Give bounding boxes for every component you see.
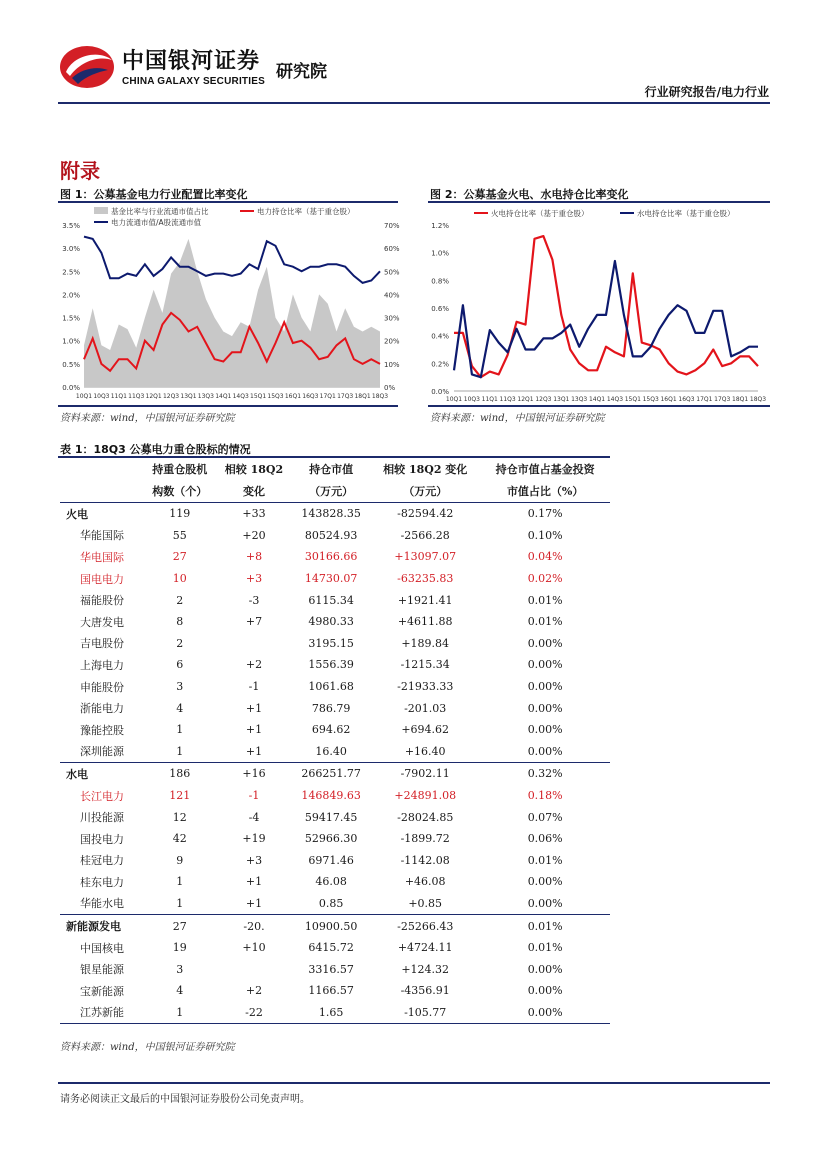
table-cell: +1 [245, 723, 263, 737]
x-tick-label: 16Q1 [660, 396, 677, 403]
table-cell: +2 [245, 984, 263, 998]
x-tick-label: 15Q3 [267, 393, 284, 400]
x-tick-label: 12Q1 [517, 396, 534, 403]
x-tick-label: 18Q1 [732, 396, 749, 403]
table-cell: 0.00% [480, 1002, 610, 1024]
table-cell: 9 [176, 853, 184, 867]
table-cell: +8 [245, 550, 263, 564]
table-cell: 121 [169, 789, 191, 803]
legend-label: 水电持仓比率（基于重仓股） [637, 209, 735, 218]
row-name-cell: 宝新能源 [80, 984, 124, 998]
table-cell: 3195.15 [308, 636, 354, 650]
header-cell: 市值占比（%） [480, 480, 610, 503]
x-tick-label: 12Q3 [162, 393, 180, 400]
table-row [60, 546, 610, 568]
y-left-tick-label: 3.0% [62, 245, 80, 254]
table-cell: 0.07% [527, 810, 563, 824]
table-cell: 0.00% [527, 896, 563, 910]
row-name-cell: 福能股份 [80, 594, 124, 608]
y-tick-label: 0.6% [431, 305, 449, 313]
table-row [60, 806, 610, 828]
table-cell: -4 [248, 810, 260, 824]
table-cell: +3 [245, 853, 263, 867]
table-cell: 12 [172, 810, 187, 824]
table-cell: +124.32 [401, 962, 450, 976]
x-tick-label: 10Q1 [75, 393, 93, 400]
table-cell: +16 [216, 763, 292, 785]
y-left-tick-label: 1.5% [62, 314, 80, 323]
row-name-cell: 火电 [60, 503, 144, 525]
x-tick-label: 14Q1 [588, 396, 606, 403]
table-cell: 786.79 [311, 701, 351, 715]
y-tick-label: 0.8% [431, 277, 449, 286]
table-cell: 143828.35 [292, 503, 370, 525]
table-row [60, 611, 610, 633]
table-cell: -82594.42 [370, 503, 480, 525]
holdings-table [60, 458, 610, 1024]
legend-swatch-area [94, 207, 108, 214]
table-cell: -2566.28 [400, 528, 450, 542]
row-name-cell: 新能源发电 [60, 915, 144, 937]
x-tick-label: 13Q3 [197, 393, 214, 400]
table-cell: 0.00% [527, 744, 563, 758]
y-tick-label: 0.2% [431, 360, 449, 369]
table-row [60, 741, 610, 763]
x-tick-label: 11Q1 [110, 393, 127, 400]
x-tick-label: 14Q3 [232, 393, 249, 400]
row-name-cell: 华能水电 [80, 897, 124, 911]
table-cell: -1 [248, 789, 260, 803]
table-cell: 0.01% [527, 941, 563, 955]
table-cell: +0.85 [408, 896, 443, 910]
legend-label: 电力持仓比率（基于重仓股） [257, 207, 355, 216]
table-cell: -105.77 [370, 1002, 480, 1024]
table-cell: 0.00% [527, 701, 563, 715]
section-title: 附录 [60, 159, 100, 183]
table-cell: 6 [176, 658, 184, 672]
table-cell: +20 [242, 528, 266, 542]
header-cell: （万元） [370, 480, 480, 503]
table-cell: 42 [172, 832, 187, 846]
table-cell: 1 [144, 1002, 216, 1024]
table-cell: +2 [245, 658, 263, 672]
legend-label: 基金比率与行业流通市值占比 [111, 207, 209, 216]
table-cell: 10900.50 [292, 915, 370, 937]
y-tick-label: 1.2% [431, 222, 449, 230]
table-cell: 186 [144, 763, 216, 785]
x-tick-label: 18Q3 [371, 393, 389, 400]
table-cell: 1061.68 [308, 680, 354, 694]
x-tick-label: 13Q3 [571, 396, 588, 403]
y-left-tick-label: 2.5% [62, 268, 80, 277]
row-name-cell: 浙能电力 [80, 702, 124, 716]
table-row [60, 633, 610, 655]
y-left-tick-label: 0.5% [62, 360, 80, 369]
header-cell: 相较 18Q2 变化 [383, 463, 468, 476]
x-tick-label: 15Q3 [642, 396, 659, 403]
table-cell: 2 [176, 636, 184, 650]
report-type: 行业研究报告/电力行业 [644, 85, 769, 99]
y-left-tick-label: 3.5% [62, 222, 80, 230]
table-cell: 0.00% [527, 875, 563, 889]
table-cell: 0.06% [527, 832, 563, 846]
table-row [60, 654, 610, 676]
table-cell: -21933.33 [397, 680, 454, 694]
table-cell: +24891.08 [394, 789, 457, 803]
figure1-source: 资料来源：wind，中国银河证券研究院 [60, 413, 235, 424]
x-tick-label: 12Q1 [145, 393, 162, 400]
table-row [60, 697, 610, 719]
row-name-cell: 豫能控股 [80, 723, 124, 737]
table-row [60, 785, 610, 807]
header-cell [60, 458, 144, 480]
legend-label: 电力流通市值/A股流通市值 [111, 218, 202, 227]
logo-english-name: CHINA GALAXY SECURITIES [122, 76, 265, 87]
x-tick-label: 18Q1 [354, 393, 371, 400]
series-line-hydro [454, 261, 758, 377]
table-cell: 6971.46 [308, 853, 354, 867]
table-cell: +46.08 [404, 875, 446, 889]
figure1-title: 图 1：公募基金电力行业配置比率变化 [60, 188, 248, 201]
table-cell: 0.00% [527, 962, 563, 976]
table-row [60, 1002, 610, 1024]
table-row [60, 980, 610, 1002]
header-cell: 持仓市值 [309, 463, 354, 476]
table-cell: +16.40 [404, 744, 446, 758]
table-cell: -20. [216, 915, 292, 937]
table-source: 资料来源：wind，中国银河证券研究院 [60, 1042, 235, 1053]
header-cell: 变化 [216, 480, 292, 503]
x-tick-label: 11Q1 [481, 396, 498, 403]
table-row [60, 828, 610, 850]
table-cell: 1 [176, 744, 184, 758]
table-group-row [60, 763, 610, 785]
table-cell: 80524.93 [304, 528, 358, 542]
x-tick-label: 15Q1 [250, 393, 267, 400]
row-name-cell: 深圳能源 [80, 745, 124, 759]
table-cell: 694.62 [311, 723, 351, 737]
series-area-fund-ratio [84, 239, 380, 387]
table-cell: 4 [176, 701, 184, 715]
table-cell: 0.17% [480, 503, 610, 525]
row-name-cell: 桂冠电力 [80, 854, 124, 868]
table-cell: +1 [245, 744, 263, 758]
table-cell: 3 [176, 680, 184, 694]
figure1-bottom-divider [58, 405, 398, 407]
series-line-thermal [454, 236, 758, 377]
series-line-market-share [84, 237, 380, 283]
table-cell: -7902.11 [370, 763, 480, 785]
table-cell: +1921.41 [397, 593, 453, 607]
header-cell: 构数（个） [144, 480, 216, 503]
table-cell: 1 [176, 896, 184, 910]
table-cell: 30166.66 [304, 550, 358, 564]
header-cell: 相较 18Q2 [224, 463, 284, 476]
table-cell: -1142.08 [400, 853, 450, 867]
table-cell: 27 [172, 550, 187, 564]
institute-label: 研究院 [276, 62, 327, 82]
table-cell: 59417.45 [304, 810, 358, 824]
logo-chinese-name: 中国银河证券 [122, 49, 261, 74]
figure2-chart [428, 203, 770, 405]
row-name-cell: 银星能源 [80, 963, 124, 977]
table-cell: 1166.57 [308, 984, 354, 998]
header-cell: 持仓市值占基金投资 [495, 463, 595, 476]
y-right-tick-label: 10% [384, 360, 400, 369]
x-tick-label: 11Q3 [128, 393, 145, 400]
table-cell: 0.00% [527, 658, 563, 672]
table-group-row [60, 503, 610, 525]
row-name-cell: 川投能源 [80, 811, 124, 825]
row-name-cell: 申能股份 [80, 680, 124, 694]
header-cell [60, 480, 144, 503]
table-cell: +7 [245, 615, 263, 629]
table-cell: 0.10% [527, 528, 563, 542]
table-cell: +19 [242, 832, 266, 846]
y-left-tick-label: 2.0% [62, 291, 80, 300]
row-name-cell: 国投电力 [80, 832, 124, 846]
table-cell: 8 [176, 615, 184, 629]
table-row [60, 719, 610, 741]
table-cell: 1.65 [292, 1002, 370, 1024]
y-tick-label: 0.4% [431, 332, 449, 341]
y-tick-label: 1.0% [431, 249, 449, 258]
table-header-row [60, 458, 610, 480]
table-cell: +1 [245, 701, 263, 715]
y-right-tick-label: 70% [384, 222, 400, 230]
table-cell: 0.01% [527, 593, 563, 607]
table-cell: -1 [248, 680, 260, 694]
table-cell: 266251.77 [292, 763, 370, 785]
table-cell: 52966.30 [304, 832, 358, 846]
table-cell [216, 958, 292, 980]
table-cell: 55 [172, 528, 187, 542]
table-cell: +1 [245, 896, 263, 910]
table-row [60, 958, 610, 980]
table-cell: 0.00% [527, 723, 563, 737]
x-tick-label: 17Q3 [714, 396, 731, 403]
table-row [60, 850, 610, 872]
row-name-cell: 水电 [60, 763, 144, 785]
figure2-title: 图 2：公募基金火电、水电持仓比率变化 [430, 188, 629, 201]
table-cell: -63235.83 [397, 572, 454, 586]
table-cell: 19 [172, 941, 187, 955]
table-cell: +4611.88 [397, 615, 453, 629]
table-row [60, 568, 610, 590]
table-cell: 0.00% [527, 680, 563, 694]
header-cell: （万元） [292, 480, 370, 503]
x-tick-label: 10Q1 [445, 396, 463, 403]
table-cell: 16.40 [315, 744, 347, 758]
table-cell: 0.18% [527, 789, 563, 803]
x-tick-label: 14Q3 [606, 396, 624, 403]
table-cell: 3 [176, 962, 184, 976]
header-divider [58, 102, 770, 104]
row-name-cell: 桂东电力 [80, 875, 124, 889]
row-name-cell: 上海电力 [80, 658, 124, 672]
table-cell: +33 [216, 503, 292, 525]
y-right-tick-label: 40% [384, 291, 400, 300]
row-name-cell: 吉电股份 [80, 637, 124, 651]
table-row [60, 676, 610, 698]
x-tick-label: 13Q1 [553, 396, 570, 403]
x-tick-label: 12Q3 [535, 396, 552, 403]
x-tick-label: 10Q3 [93, 393, 110, 400]
y-tick-label: 0.0% [431, 388, 449, 396]
table-cell: 3316.57 [308, 962, 354, 976]
row-name-cell: 国电电力 [80, 572, 124, 586]
table-cell: 4 [176, 984, 184, 998]
table-cell: +1 [245, 875, 263, 889]
table-cell: +10 [242, 941, 266, 955]
x-tick-label: 11Q3 [499, 396, 516, 403]
x-tick-label: 17Q3 [337, 393, 354, 400]
row-name-cell: 江苏新能 [60, 1002, 144, 1024]
table-group-row [60, 915, 610, 937]
table-cell: 4980.33 [308, 615, 354, 629]
table-cell [216, 633, 292, 655]
footer-disclaimer: 请务必阅读正文最后的中国银河证券股份公司免责声明。 [60, 1094, 310, 1105]
table-row [60, 937, 610, 959]
row-name-cell: 中国核电 [80, 941, 124, 955]
table-cell: -201.03 [404, 701, 447, 715]
table-title: 表 1：18Q3 公募电力重仓股标的情况 [60, 443, 251, 456]
table-row [60, 525, 610, 547]
x-tick-label: 16Q3 [302, 393, 319, 400]
table-cell: 1 [176, 875, 184, 889]
y-left-tick-label: 1.0% [62, 337, 80, 346]
table-cell: +4724.11 [397, 941, 453, 955]
row-name-cell: 长江电力 [80, 789, 124, 803]
table-row [60, 589, 610, 611]
table-cell: 0.04% [527, 550, 563, 564]
row-name-cell: 大唐发电 [80, 615, 124, 629]
table-header-row [60, 480, 610, 503]
table-cell: -3 [248, 593, 260, 607]
table-cell: -28024.85 [397, 810, 454, 824]
y-right-tick-label: 0% [384, 384, 396, 392]
table-cell: 1556.39 [308, 658, 354, 672]
table-cell: 0.01% [480, 915, 610, 937]
table-cell: 1 [176, 723, 184, 737]
table-row [60, 871, 610, 893]
footer-divider [58, 1082, 770, 1084]
table-cell: -1899.72 [400, 832, 450, 846]
table-cell: 14730.07 [304, 572, 358, 586]
figure2-source: 资料来源：wind，中国银河证券研究院 [430, 413, 605, 424]
table-cell: 0.00% [527, 984, 563, 998]
y-right-tick-label: 60% [384, 245, 400, 254]
x-tick-label: 17Q1 [696, 396, 713, 403]
legend-label: 火电持仓比率（基于重仓股） [491, 209, 589, 218]
table-cell: 0.00% [527, 636, 563, 650]
y-right-tick-label: 50% [384, 268, 400, 277]
x-tick-label: 16Q1 [284, 393, 302, 400]
galaxy-logo-icon [56, 42, 118, 92]
x-tick-label: 13Q1 [180, 393, 197, 400]
table-cell: 6415.72 [308, 941, 354, 955]
table-cell: -4356.91 [400, 984, 450, 998]
y-left-tick-label: 0.0% [62, 384, 80, 392]
row-name-cell: 华能国际 [80, 529, 124, 543]
table-cell: 2 [176, 593, 184, 607]
table-cell: +189.84 [401, 636, 450, 650]
table-cell: 0.01% [527, 615, 563, 629]
table-cell: +3 [245, 572, 263, 586]
x-tick-label: 17Q1 [319, 393, 336, 400]
y-right-tick-label: 30% [384, 314, 400, 323]
table-cell: +13097.07 [394, 550, 457, 564]
table-cell: 6115.34 [308, 593, 354, 607]
figure1-chart [58, 203, 403, 405]
x-tick-label: 16Q3 [678, 396, 695, 403]
x-tick-label: 14Q1 [215, 393, 232, 400]
table-cell: 0.01% [527, 853, 563, 867]
y-right-tick-label: 20% [384, 337, 400, 346]
table-row [60, 893, 610, 915]
table-cell: 119 [144, 503, 216, 525]
table-cell: 146849.63 [301, 789, 361, 803]
figure2-bottom-divider [428, 405, 770, 407]
table-cell: 0.02% [527, 572, 563, 586]
table-cell: -22 [216, 1002, 292, 1024]
table-cell: -25266.43 [370, 915, 480, 937]
table-cell: 46.08 [315, 875, 347, 889]
header-cell: 持重仓股机 [152, 463, 208, 476]
table-cell: 10 [172, 572, 187, 586]
x-tick-label: 10Q3 [463, 396, 480, 403]
table-cell: 0.85 [318, 896, 344, 910]
table-cell: 0.32% [480, 763, 610, 785]
table-cell: +694.62 [401, 723, 450, 737]
row-name-cell: 华电国际 [80, 550, 124, 564]
x-tick-label: 15Q1 [624, 396, 641, 403]
x-tick-label: 18Q3 [749, 396, 767, 403]
table-cell: -1215.34 [400, 658, 450, 672]
table-cell: 27 [144, 915, 216, 937]
